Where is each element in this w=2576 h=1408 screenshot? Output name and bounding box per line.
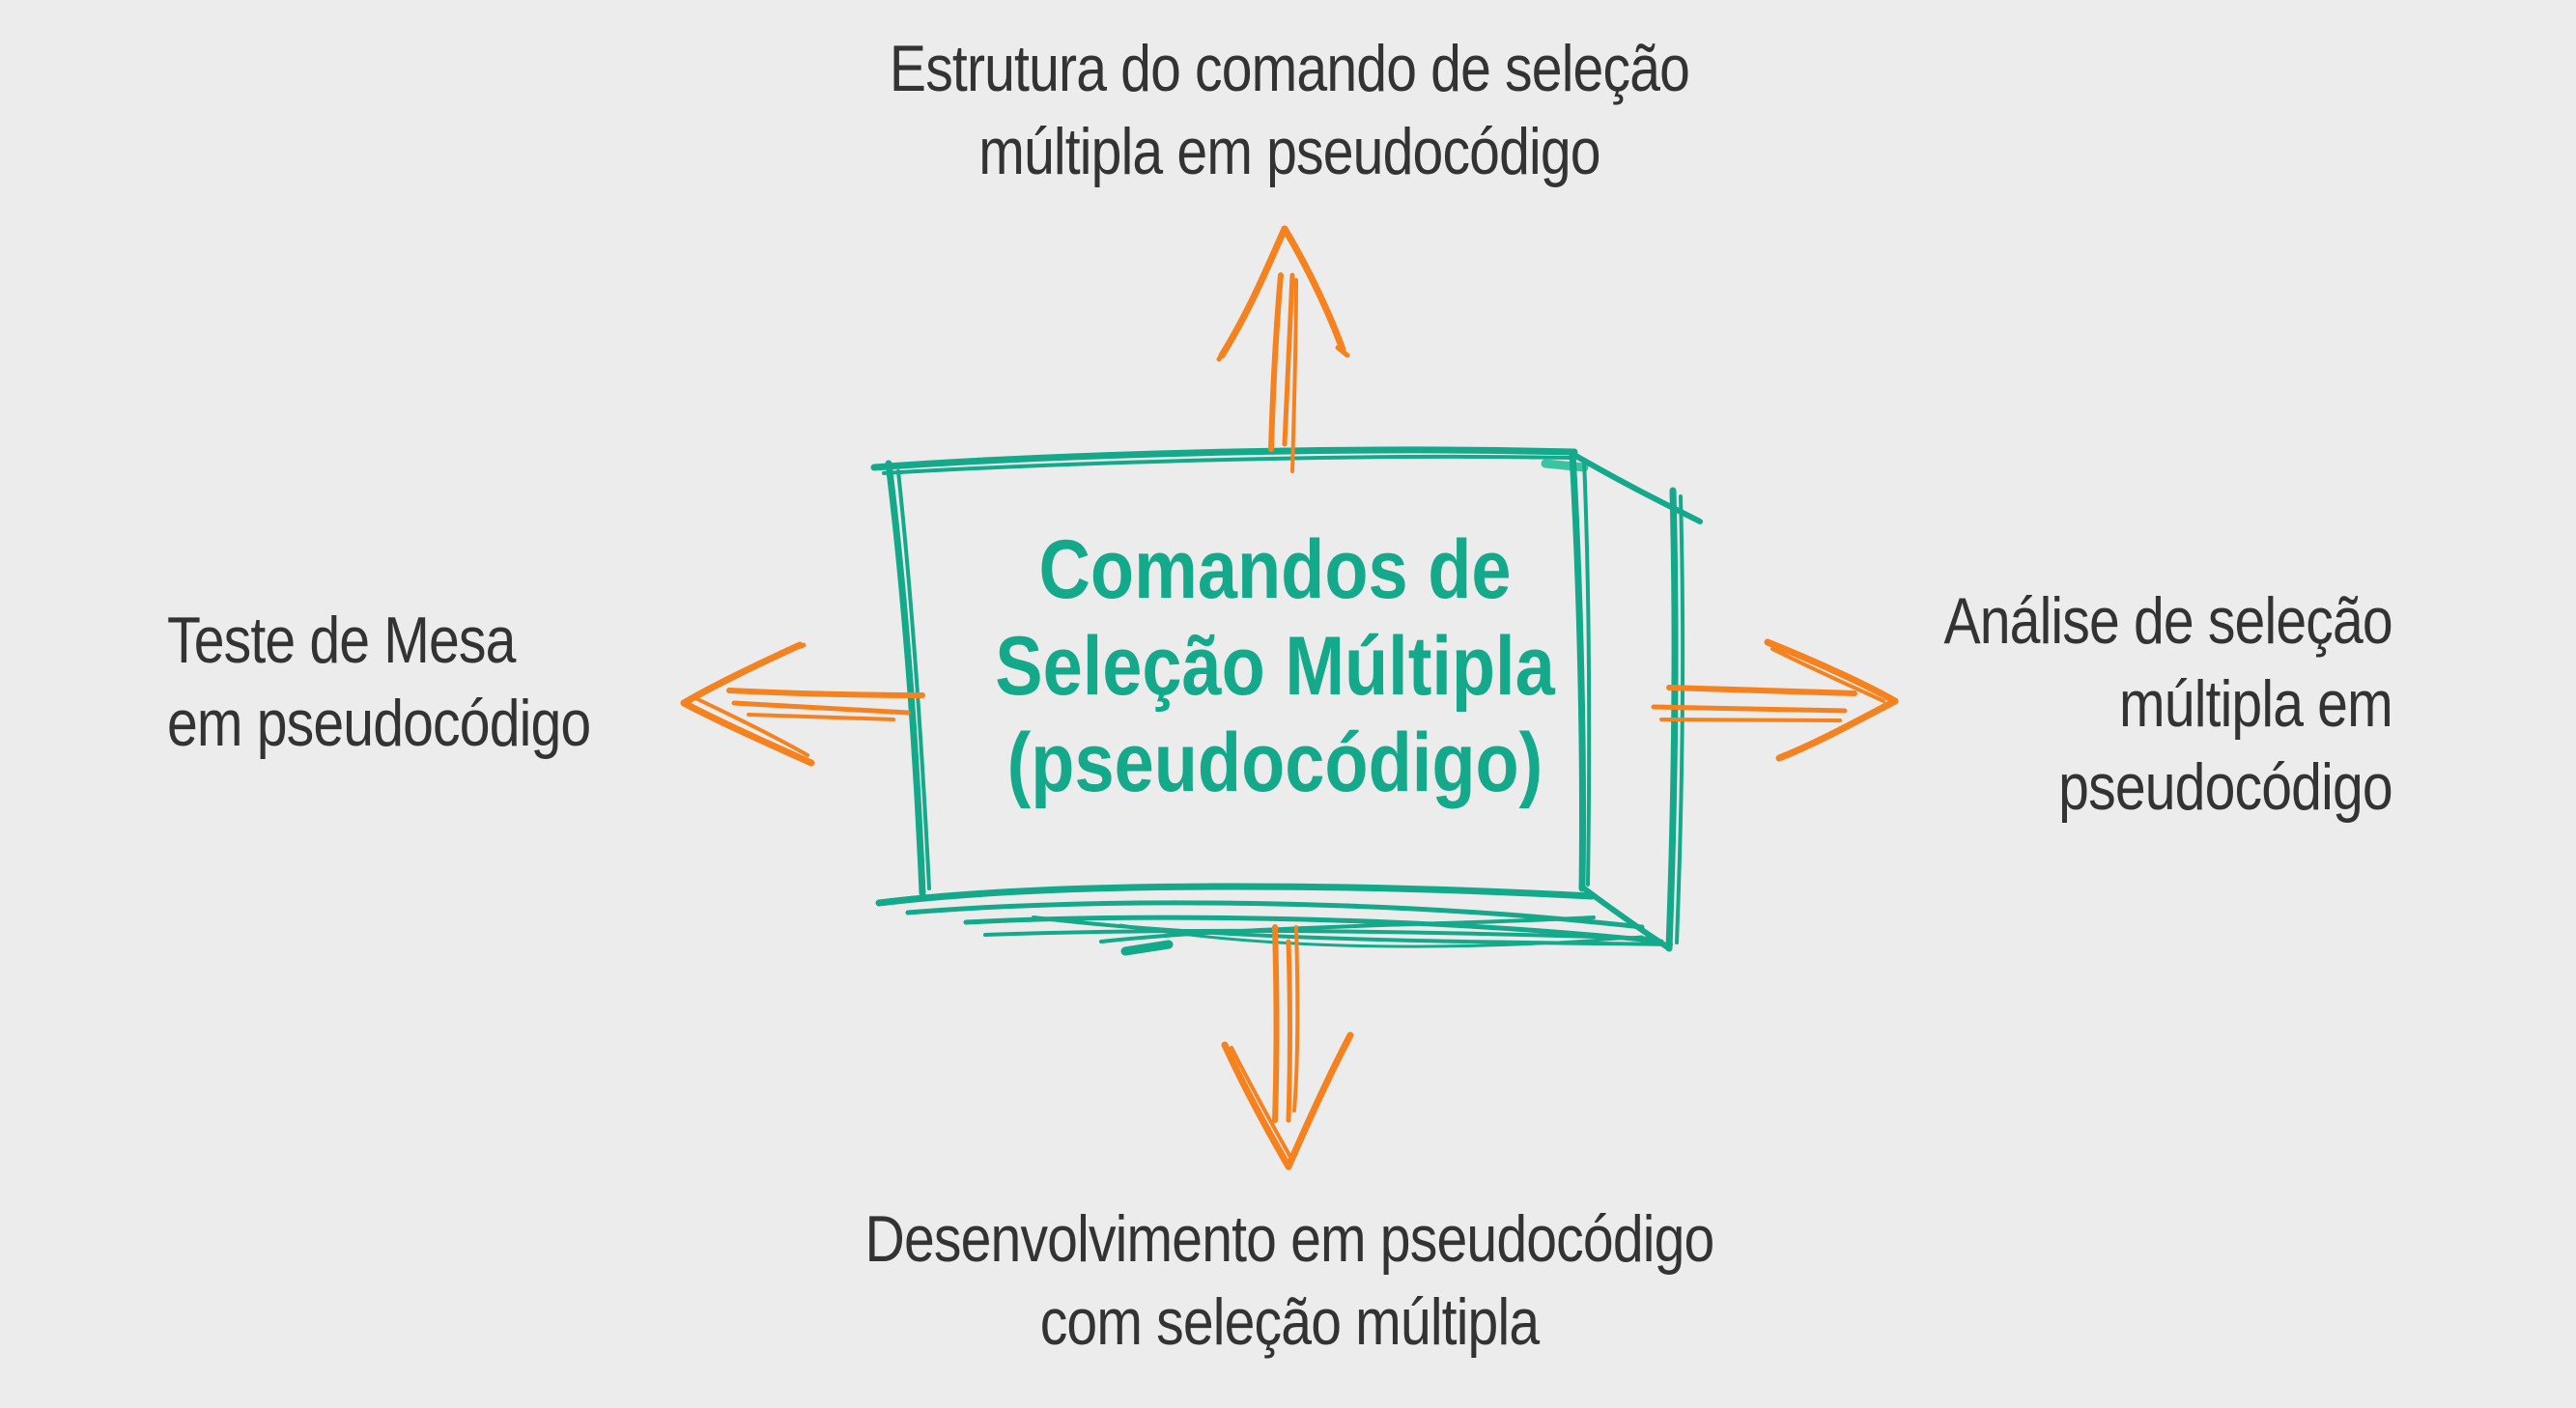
center-title <box>976 521 1573 811</box>
right-node-label <box>1944 579 2392 829</box>
arrow-left <box>684 645 922 763</box>
left-node-line: Teste de Mesa <box>167 604 516 677</box>
arrow-right <box>1654 642 1895 758</box>
right-node-line: múltipla em <box>2119 667 2392 741</box>
right-node-line: Análise de seleção <box>1943 584 2392 658</box>
arrow-down <box>1225 927 1350 1167</box>
top-node-line: múltipla em pseudocódigo <box>978 115 1600 188</box>
top-node-label <box>856 27 1724 193</box>
center-title-line: (pseudocódigo) <box>1006 717 1543 809</box>
center-title-line: Comandos de <box>1038 523 1512 616</box>
bottom-node-label <box>839 1197 1740 1364</box>
bottom-node-line: com seleção múltipla <box>1039 1285 1540 1359</box>
right-node-line: pseudocódigo <box>2058 750 2392 824</box>
center-title-line: Seleção Múltipla <box>995 620 1555 713</box>
left-node-label <box>167 599 590 765</box>
top-node-line: Estrutura do comando de seleção <box>889 32 1690 105</box>
left-node-line: em pseudocódigo <box>167 687 591 760</box>
arrow-up <box>1219 229 1347 471</box>
bottom-node-line: Desenvolvimento em pseudocódigo <box>864 1202 1714 1276</box>
